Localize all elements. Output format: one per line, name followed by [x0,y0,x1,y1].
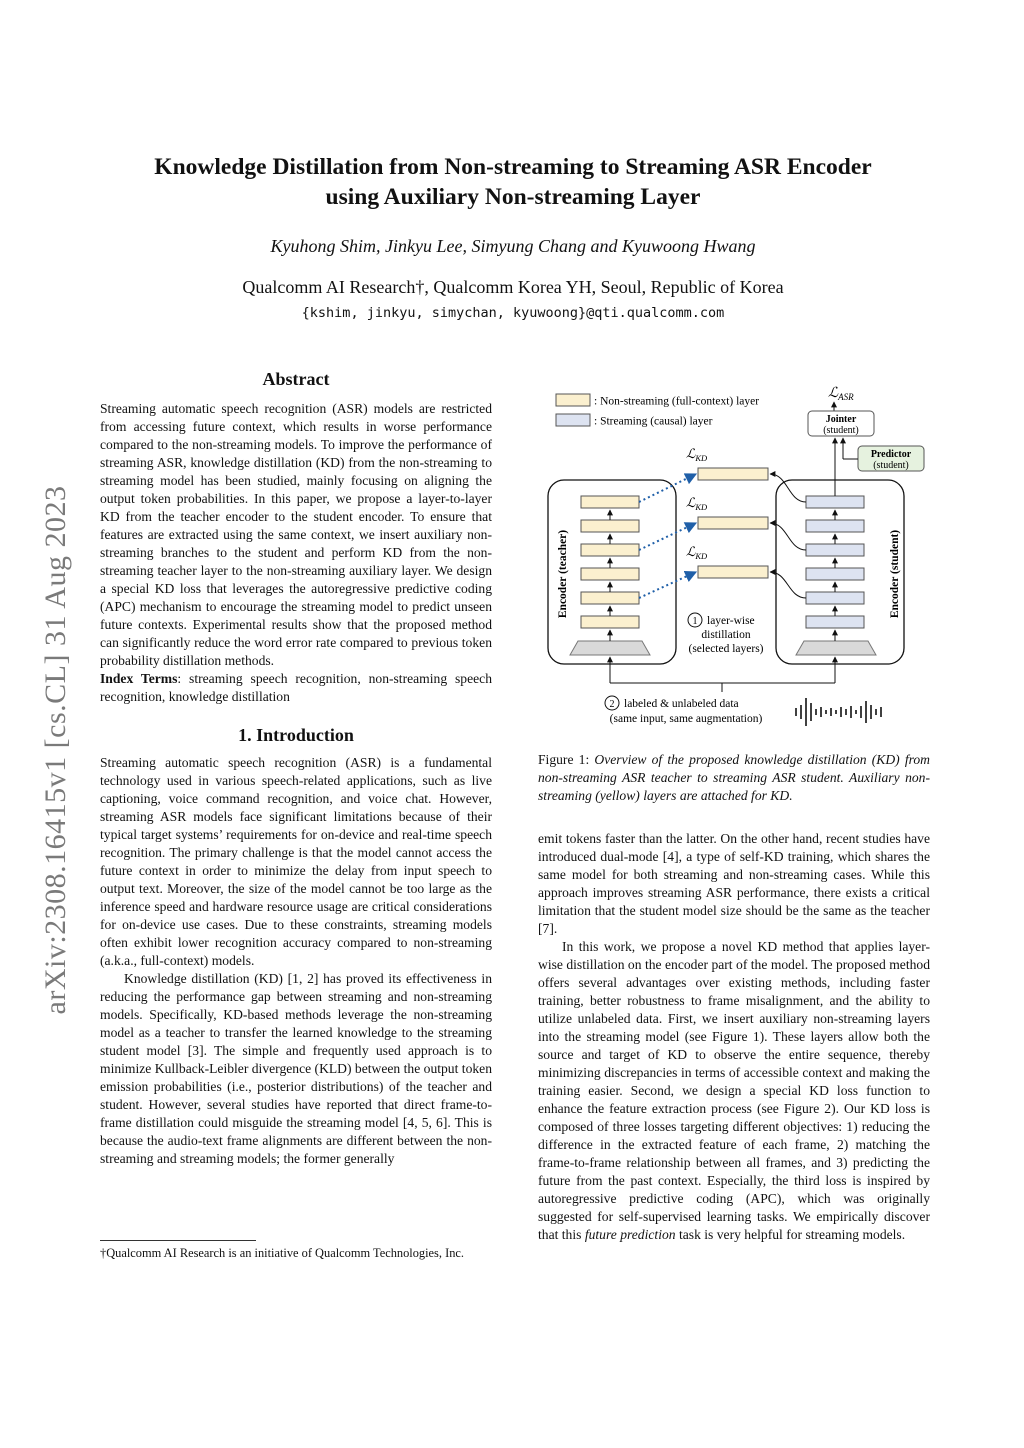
abstract-body: Streaming automatic speech recognition (ASR) models are restricted from accessing future context, which results in worse performance compared to the non-streaming models. To improve the performance of streaming ASR, knowledge distillation (KD) from the non-streaming to streaming model has been studied, mainly focusing on aligning the output token probabilities. In this paper, we propose a layer-to-layer KD from the teacher encoder to the student encoder. To ensure that features are extracted using the same context, we insert auxiliary non-streaming branches to the student and perform KD from the non-streaming teacher layer to the non-streaming auxiliary layer. We design a special KD loss that leverages the autoregressive predictive coding (APC) mechanism to encourage the streaming model to predict unseen future contexts. Experimental results show that the proposed method can significantly reduce the word error rate compared to previous token probability distillation methods. [100,401,492,668]
step-2-line-1: labeled & unlabeled data [624,698,739,710]
figure-1 [538,380,930,732]
footnote-rule [100,1240,256,1241]
teacher-layer [581,568,639,580]
loss-asr-label: ℒ$_{ASR}$ [828,386,854,402]
student-layer [806,592,864,604]
footnote: †Qualcomm AI Research is an initiative of Qualcomm Technologies, Inc. [100,1246,464,1260]
right-paragraph-1: emit tokens faster than the latter. On the other hand, recent studies have introduced dual-mode [4], a type of self-KD training, which shares the same model for both streaming and non-streaming cases. While this approach improves streaming ASR performance, there exists a critical limitation that the student model size should be the same as the teacher [7]. [538,831,930,936]
student-layer [806,520,864,532]
predictor-sub: (student) [873,460,909,471]
caption-text: Overview of the proposed knowledge distillation (KD) from non-streaming ASR teacher to streaming ASR student. Auxiliary non-streaming (yellow) layers are attached for KD. [538,752,930,803]
legend-nonstreaming-label: : Non-streaming (full-context) layer [594,395,760,408]
student-encoder-label: Encoder (student) [889,529,901,619]
arxiv-id: arXiv:2308.16415v1 [cs.CL] 31 Aug 2023 [39,485,72,1015]
step-1-line-1: layer-wise [707,615,755,627]
authors: Kyuhong Shim, Jinkyu Lee, Simyung Chang and Kyuwoong Hwang [270,236,756,256]
caption-label: Figure 1: [538,752,595,767]
aux-layer-middle [698,517,768,529]
teacher-layer [581,520,639,532]
loss-kd-label-1: ℒ$_{KD}$ [686,446,708,463]
teacher-layer [581,592,639,604]
arxiv-stamp [36,440,76,1060]
paper-title [100,152,926,212]
intro-paragraph-1: Streaming automatic speech recognition (ASR) is a fundamental technology used in various speech-related applications, such as live captioning, voice command recognition, and voice chat. However, streaming ASR models face significant limitations because of their typical target systems’ requirements for on-device and real-time speech recognition. The primary challenge is that the model cannot access the future context in order to minimize the delay from input speech to output text. Moreover, the size of the model cannot be too large as the inference speed and hardware resource usage are critical considerations for on-device use cases. Due to these constraints, streaming models often exhibit lower recognition accuracy compared to non-streaming (a.k.a., full-context) models. [100,755,492,968]
intro-heading: 1. Introduction [238,725,354,745]
loss-kd-label-2: ℒ$_{KD}$ [686,495,708,512]
abstract-heading: Abstract [262,369,330,389]
student-layer [806,568,864,580]
figure-diagram [538,380,930,732]
aux-layer-top [698,468,768,480]
jointer-sub: (student) [823,425,859,436]
teacher-layer [581,496,639,508]
legend-streaming-label: : Streaming (causal) layer [594,415,713,428]
student-frontend [796,641,876,655]
legend-streaming-swatch [556,414,590,426]
student-layer [806,496,864,508]
loss-kd-label-3: ℒ$_{KD}$ [686,544,708,561]
right-column [538,830,930,1244]
student-layer [806,616,864,628]
intro-paragraph-2: Knowledge distillation (KD) [1, 2] has proved its effectiveness in reducing the performance gap between streaming and non-streaming models. Specifically, KD-based methods leverage the non-streaming model as a teacher to transfer the learned knowledge to the streaming student model [3]. The simple and frequently used approach is to minimize Kullback-Leibler divergence (KLD) between the output token emission probabilities (i.e., posterior distributions) of the teacher and student. However, several studies have reported that direct frame-to-frame distillation could misguide the streaming model [4, 5, 6]. This is because the audio-text frame alignments are different between the non-streaming and streaming models; the former generally [100,971,492,1166]
left-column [100,370,492,1168]
jointer-label: Jointer [825,414,857,425]
predictor-label: Predictor [870,449,912,460]
teacher-layer [581,616,639,628]
step-2-line-2: (same input, same augmentation) [609,713,763,725]
student-layer [806,544,864,556]
step-1-line-2: distillation [701,629,751,641]
step-1-line-3: (selected layers) [688,643,764,655]
figure-1-caption [538,751,930,805]
aux-layer-bottom [698,566,768,578]
teacher-encoder-label: Encoder (teacher) [557,529,569,619]
teacher-layer [581,544,639,556]
index-terms [100,670,492,706]
title-line-1: Knowledge Distillation from Non-streaming to Streaming ASR Encoder [154,154,872,180]
step-2-number: 2 [609,699,615,710]
index-terms-text: : streaming speech recognition, non-streaming speech recognition, knowledge distillation [100,671,492,704]
index-terms-label: Index Terms [100,671,178,686]
legend-nonstreaming-swatch [556,394,590,406]
title-line-2: using Auxiliary Non-streaming Layer [325,184,701,210]
affiliation: Qualcomm AI Research†, Qualcomm Korea YH, Seoul, Republic of Korea [242,277,784,297]
email: {kshim, jinkyu, simychan, kyuwoong}@qti.qualcomm.com [301,305,725,321]
right-paragraph-2: In this work, we propose a novel KD method that applies layer-wise distillation on the encoder part of the model. The proposed method offers several advantages over existing methods, including faster training, better robustness to frame misalignment, and the ability to utilize unlabeled data. First, we insert auxiliary non-streaming layers into the streaming model (see Figure 1). These layers allow both the source and target of KD to observe the entire sequence, thereby minimizing discrepancies in terms of accessible context and making the training easier. Second, we design a special KD loss function to enhance the feature extraction process (see Figure 2). Our KD loss is composed of three losses targeting different objectives: 1) reducing the difference in the extracted feature of each frame, 2) matching the frame-to-frame relationship between all frames, and 3) predicting the future from the past context. Especially, the third loss is inspired by autoregressive predictive coding (APC), which was originally suggested for self-supervised learning tasks. We empirically discover that this future prediction task is very helpful for streaming models. [538,939,930,1242]
teacher-frontend [570,641,650,655]
step-1-number: 1 [692,616,698,627]
waveform-icon [796,698,881,726]
